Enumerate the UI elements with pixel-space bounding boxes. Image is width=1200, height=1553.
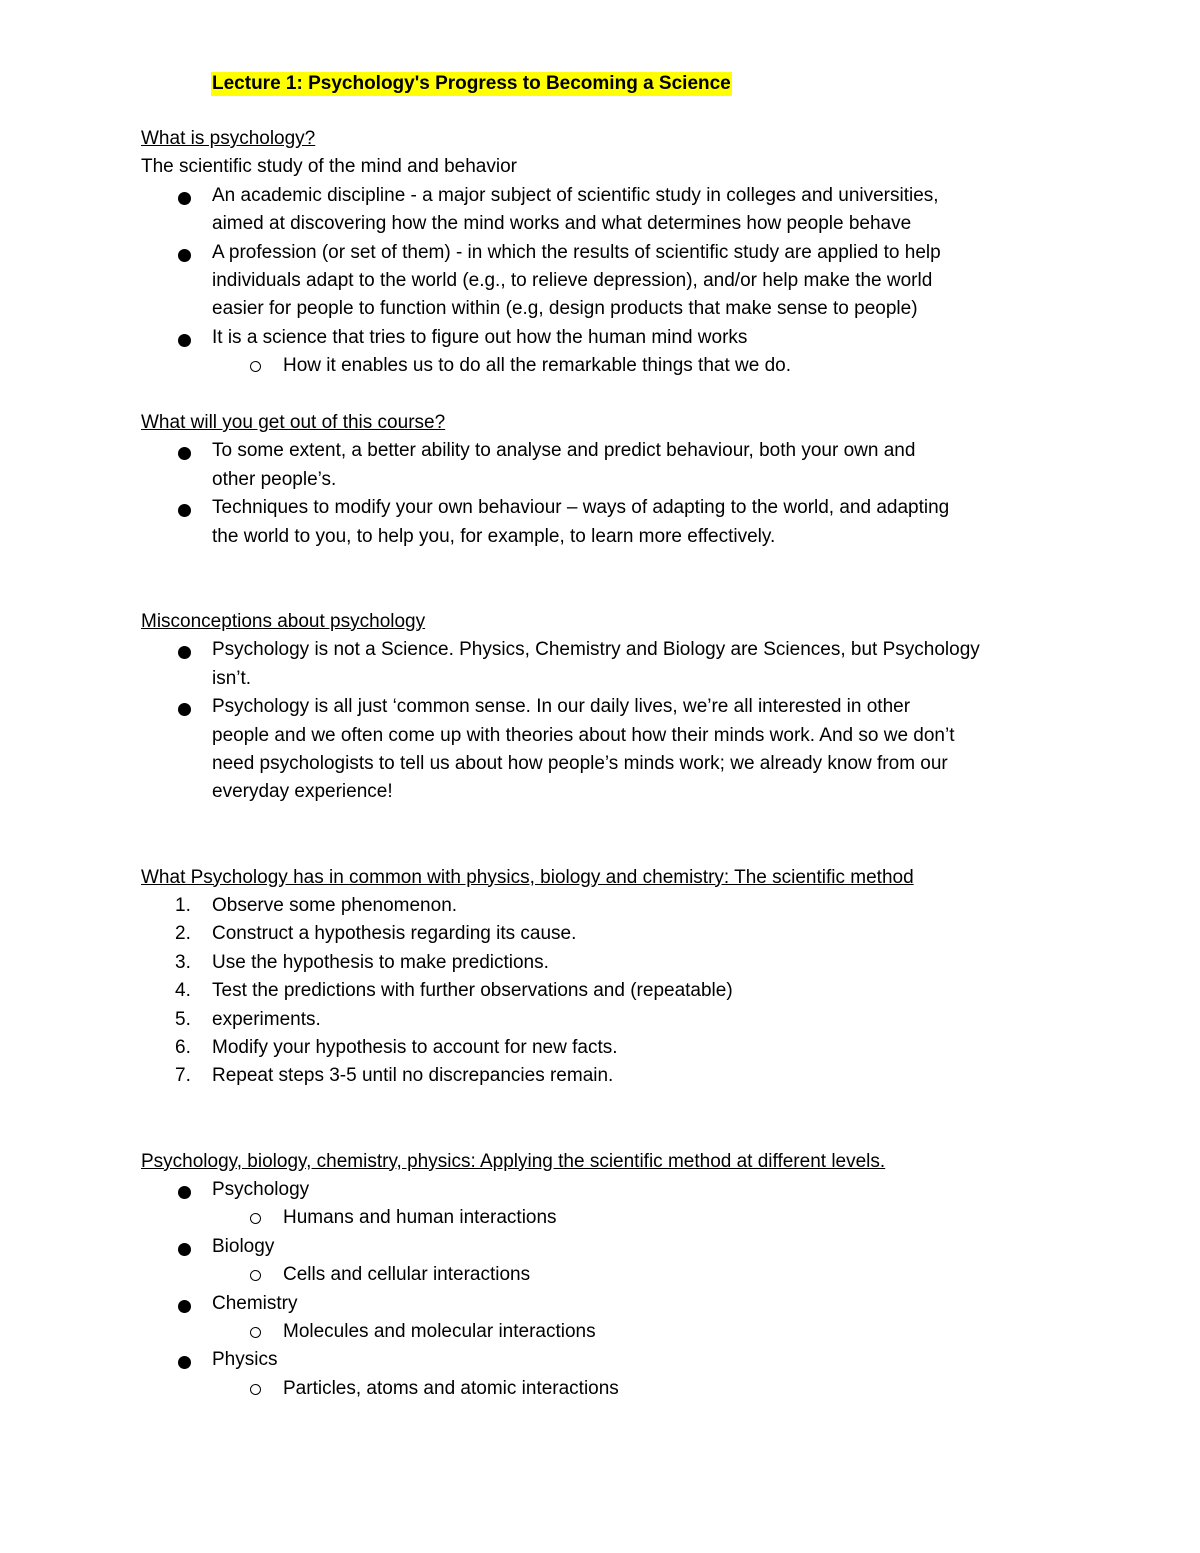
filled-bullet-icon — [178, 1186, 191, 1199]
bullet-item — [141, 324, 1061, 352]
filled-bullet-icon — [178, 1300, 191, 1313]
numbered-item — [141, 1062, 1061, 1090]
sub-bullet-item — [141, 352, 1061, 380]
item-text: Modify your hypothesis to account for new facts. — [212, 1036, 618, 1058]
hollow-bullet-icon — [250, 1213, 261, 1224]
filled-bullet-icon — [178, 504, 191, 517]
bullet-line: isn’t. — [212, 667, 252, 689]
filled-bullet-icon — [178, 192, 191, 205]
item-text: Construct a hypothesis regarding its cause. — [212, 923, 577, 945]
bullet-item — [141, 182, 1061, 239]
filled-bullet-icon — [178, 1243, 191, 1256]
sub-bullet-line: Humans and human interactions — [283, 1207, 557, 1229]
item-text: Test the predictions with further observations and (repeatable) — [212, 980, 733, 1002]
sub-bullet-line: How it enables us to do all the remarkable things that we do. — [283, 355, 792, 377]
numbered-item — [141, 892, 1061, 920]
filled-bullet-icon — [178, 703, 191, 716]
hollow-bullet-icon — [250, 1384, 261, 1395]
title-line — [211, 69, 1061, 99]
item-number: 6. — [175, 1036, 191, 1058]
filled-bullet-icon — [178, 1356, 191, 1369]
bullet-item — [141, 1290, 1061, 1318]
sub-bullet-line: Cells and cellular interactions — [283, 1264, 531, 1286]
numbered-item — [141, 920, 1061, 948]
item-number: 5. — [175, 1008, 191, 1030]
filled-bullet-icon — [178, 334, 191, 347]
bullet-line: It is a science that tries to figure out how the human mind works — [212, 326, 748, 348]
bullet-line: Psychology — [212, 1178, 310, 1200]
item-number: 4. — [175, 980, 191, 1002]
bullet-item — [141, 1346, 1061, 1374]
bullet-item — [141, 1233, 1061, 1261]
bullet-item — [141, 1176, 1061, 1204]
section-heading: What is psychology? — [141, 128, 316, 149]
bullet-line: everyday experience! — [212, 781, 393, 803]
bullet-line: Psychology is not a Science. Physics, Chemistry and Biology are Sciences, but Psychology — [212, 639, 980, 661]
sub-bullet-line: Molecules and molecular interactions — [283, 1321, 596, 1342]
item-text: Observe some phenomenon. — [212, 894, 458, 916]
item-text: Repeat steps 3-5 until no discrepancies remain. — [212, 1065, 614, 1087]
bullet-line: To some extent, a better ability to analyse and predict behaviour, both your own and — [212, 440, 916, 462]
section-heading: Psychology, biology, chemistry, physics: Applying the scientific method at different levels. — [141, 1150, 886, 1172]
section-heading: What Psychology has in common with physics, biology and chemistry: The scientific method — [141, 866, 914, 888]
intro-text: The scientific study of the mind and behavior — [141, 156, 517, 178]
hollow-bullet-icon — [250, 361, 261, 372]
bullet-line: the world to you, to help you, for example, to learn more effectively. — [212, 525, 776, 547]
section-heading: What will you get out of this course? — [141, 412, 446, 434]
item-text: Use the hypothesis to make predictions. — [212, 951, 549, 973]
page-title: Lecture 1: Psychology's Progress to Becoming a Science — [212, 73, 731, 94]
filled-bullet-icon — [178, 447, 191, 460]
sub-bullet-item — [141, 1318, 1061, 1346]
section-heading: Misconceptions about psychology — [141, 610, 426, 632]
bullet-item — [141, 437, 1061, 494]
sub-bullet-item — [141, 1204, 1061, 1232]
bullet-line: people and we often come up with theories about how their minds work. And so we don’t — [212, 724, 955, 746]
numbered-item — [141, 949, 1061, 977]
bullet-line: Techniques to modify your own behaviour – ways of adapting to the world, and adapting — [212, 497, 950, 519]
item-number: 1. — [175, 894, 191, 916]
sub-bullet-line: Particles, atoms and atomic interactions — [283, 1377, 619, 1399]
bullet-item — [141, 239, 1061, 324]
bullet-line: A profession (or set of them) - in which the results of scientific study are applied to help — [212, 241, 941, 263]
bullet-line: Biology — [212, 1235, 275, 1257]
filled-bullet-icon — [178, 646, 191, 659]
hollow-bullet-icon — [250, 1270, 261, 1281]
numbered-item — [141, 1006, 1061, 1034]
item-number: 7. — [175, 1065, 191, 1087]
bullet-item — [141, 693, 1061, 807]
bullet-line: other people’s. — [212, 468, 337, 490]
document-content — [141, 69, 1061, 1403]
sub-bullet-item — [141, 1375, 1061, 1403]
item-text: experiments. — [212, 1008, 321, 1030]
bullet-line: Chemistry — [212, 1292, 298, 1314]
bullet-line: An academic discipline - a major subject of scientific study in colleges and universities, — [212, 184, 939, 206]
bullet-item — [141, 494, 1061, 551]
bullet-line: Physics — [212, 1349, 278, 1371]
numbered-item — [141, 1034, 1061, 1062]
sub-bullet-item — [141, 1261, 1061, 1289]
item-number: 3. — [175, 951, 191, 973]
hollow-bullet-icon — [250, 1327, 261, 1338]
bullet-line: Psychology is all just ‘common sense. In our daily lives, we’re all interested in other — [212, 696, 911, 718]
bullet-item — [141, 636, 1061, 693]
bullet-line: individuals adapt to the world (e.g., to relieve depression), and/or help make the world — [212, 270, 933, 292]
bullet-line: need psychologists to tell us about how people’s minds work; we already know from our — [212, 752, 948, 774]
bullet-line: easier for people to function within (e.g, design products that make sense to people) — [212, 298, 918, 320]
bullet-line: aimed at discovering how the mind works and what determines how people behave — [212, 213, 912, 235]
item-number: 2. — [175, 923, 191, 945]
filled-bullet-icon — [178, 249, 191, 262]
numbered-item — [141, 977, 1061, 1005]
